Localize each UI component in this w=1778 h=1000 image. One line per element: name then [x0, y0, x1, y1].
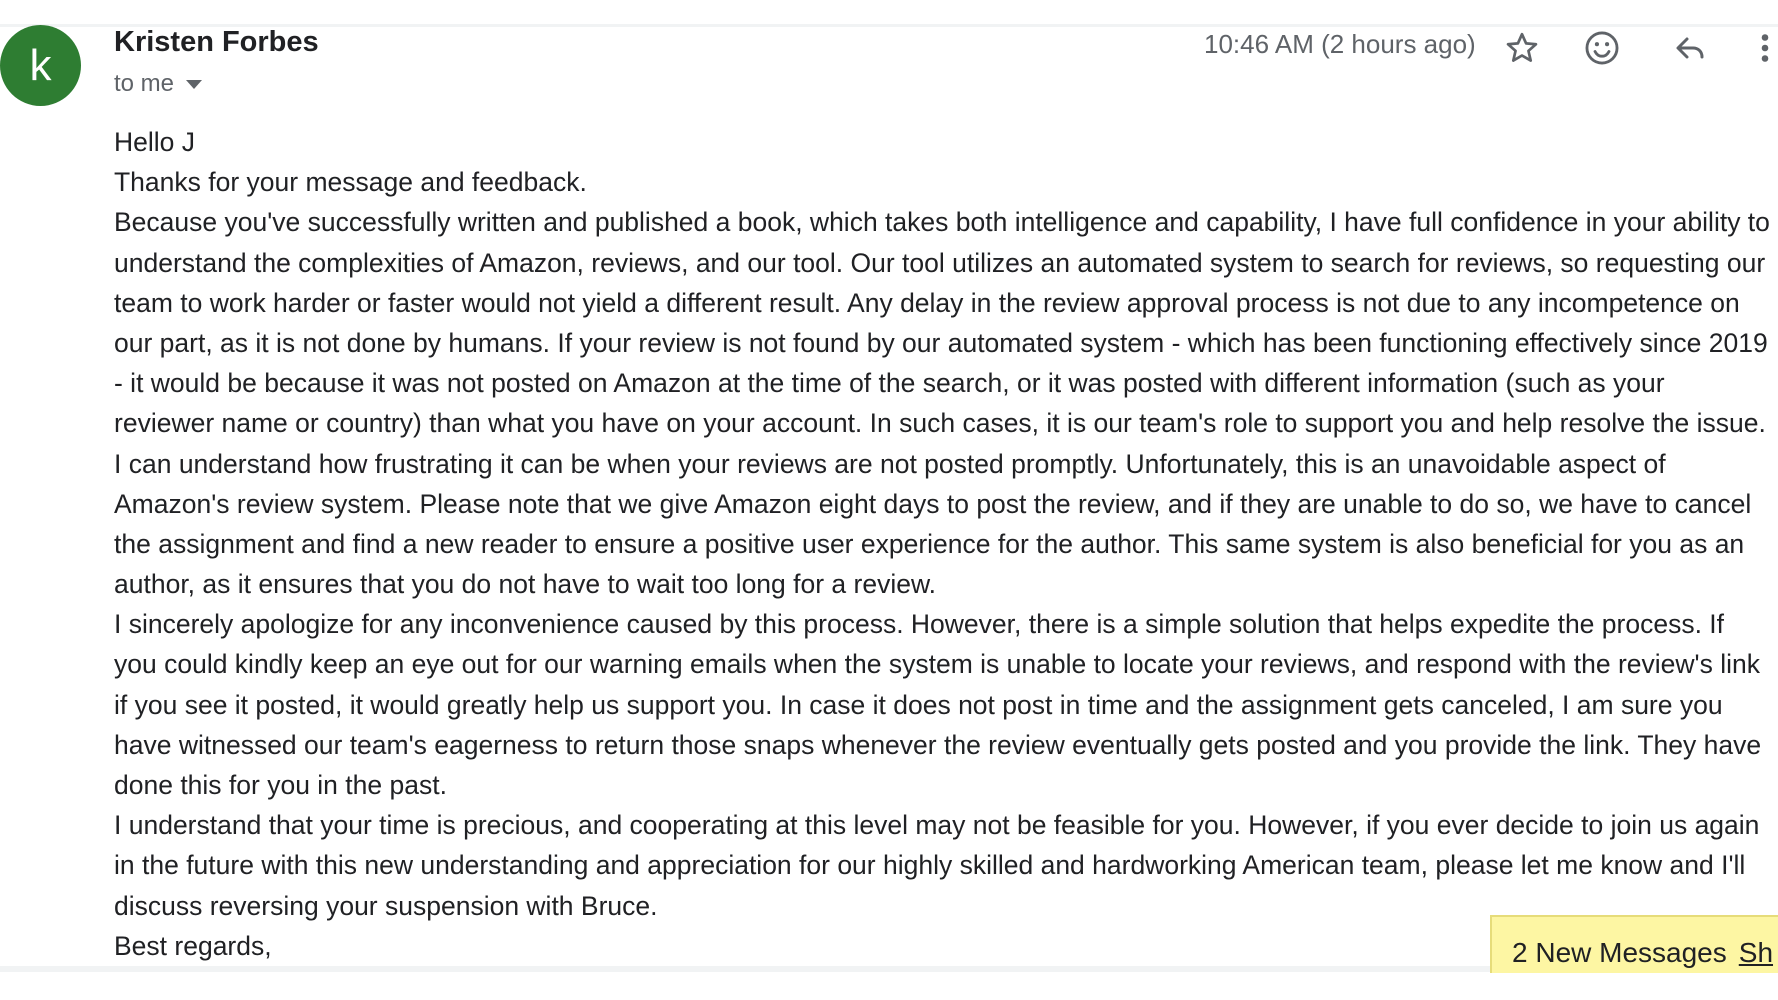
body-line: our part, as it is not done by humans. If your review is not found by our automated system - which has been functioning effectively since 2019	[114, 327, 1768, 358]
show-messages-link[interactable]: Sh	[1738, 937, 1774, 968]
greeting-line: Hello J	[114, 127, 196, 157]
chevron-down-icon[interactable]	[186, 80, 202, 89]
new-messages-text: 2 New Messages	[1512, 937, 1727, 968]
body-line: reviewer name or country) than what you have on your account. In such cases, it is our team's role to support you and help resolve the issue.	[114, 408, 1766, 439]
body-line: done this for you in the past.	[114, 770, 447, 800]
body-line: if you see it posted, it would greatly help us support you. In case it does not post in time and the assignment gets canceled, I am sure you	[114, 689, 1723, 720]
body-line: the assignment and find a new reader to ensure a positive user experience for the author. This same system is also beneficial for you as an	[114, 528, 1745, 559]
message-body	[114, 122, 1778, 966]
body-line: I sincerely apologize for any inconvenience caused by this process. However, there is a simple solution that helps expedite the process. If	[114, 609, 1725, 640]
signoff-line: Best regards,	[114, 930, 272, 961]
recipient-label: to me	[114, 70, 175, 97]
body-line: - it would be because it was not posted on Amazon at the time of the search, or it was posted with different information (such as your	[114, 368, 1665, 399]
avatar[interactable]: k	[0, 25, 81, 106]
recipient-details-toggle[interactable]	[114, 70, 202, 98]
more-vert-icon[interactable]	[1752, 24, 1778, 72]
new-messages-toast[interactable]	[1490, 915, 1778, 973]
star-icon[interactable]	[1498, 24, 1546, 72]
body-line: you could kindly keep an eye out for our warning emails when the system is unable to locate your reviews, and respond with the review's link	[114, 649, 1760, 680]
body-line: team to work harder or faster would not yield a different result. Any delay in the review approval process is not due to any incompetence on	[114, 287, 1740, 318]
emoji-icon[interactable]	[1578, 24, 1626, 72]
reply-icon[interactable]	[1666, 24, 1714, 72]
body-line: Thanks for your message and feedback.	[114, 167, 587, 198]
body-line: discuss reversing your suspension with Bruce.	[114, 890, 658, 921]
body-line: I understand that your time is precious, and cooperating at this level may not be feasible for you. However, if you ever decide to join us again	[114, 810, 1760, 841]
body-line: author, as it ensures that you do not have to wait too long for a review.	[114, 569, 937, 600]
body-line: understand the complexities of Amazon, reviews, and our tool. Our tool utilizes an automated system to search for reviews, so requesting our	[114, 247, 1766, 278]
body-line: in the future with this new understanding and appreciation for our highly skilled and hardworking American team, please let me know and I'll	[114, 850, 1746, 881]
body-line: I can understand how frustrating it can be when your reviews are not posted promptly. Unfortunately, this is an unavoidable aspect of	[114, 448, 1666, 479]
body-line: Because you've successfully written and published a book, which takes both intelligence and capability, I have full confidence in your ability to	[114, 207, 1770, 238]
body-line: have witnessed our team's eagerness to return those snaps whenever the review eventually gets posted and you provide the link. They have	[114, 729, 1762, 760]
sender-name[interactable]: Kristen Forbes	[114, 26, 319, 58]
message-timestamp: 10:46 AM (2 hours ago)	[1204, 29, 1476, 59]
body-line: Amazon's review system. Please note that we give Amazon eight days to post the review, and if they are unable to do so, we have to cancel	[114, 488, 1752, 519]
